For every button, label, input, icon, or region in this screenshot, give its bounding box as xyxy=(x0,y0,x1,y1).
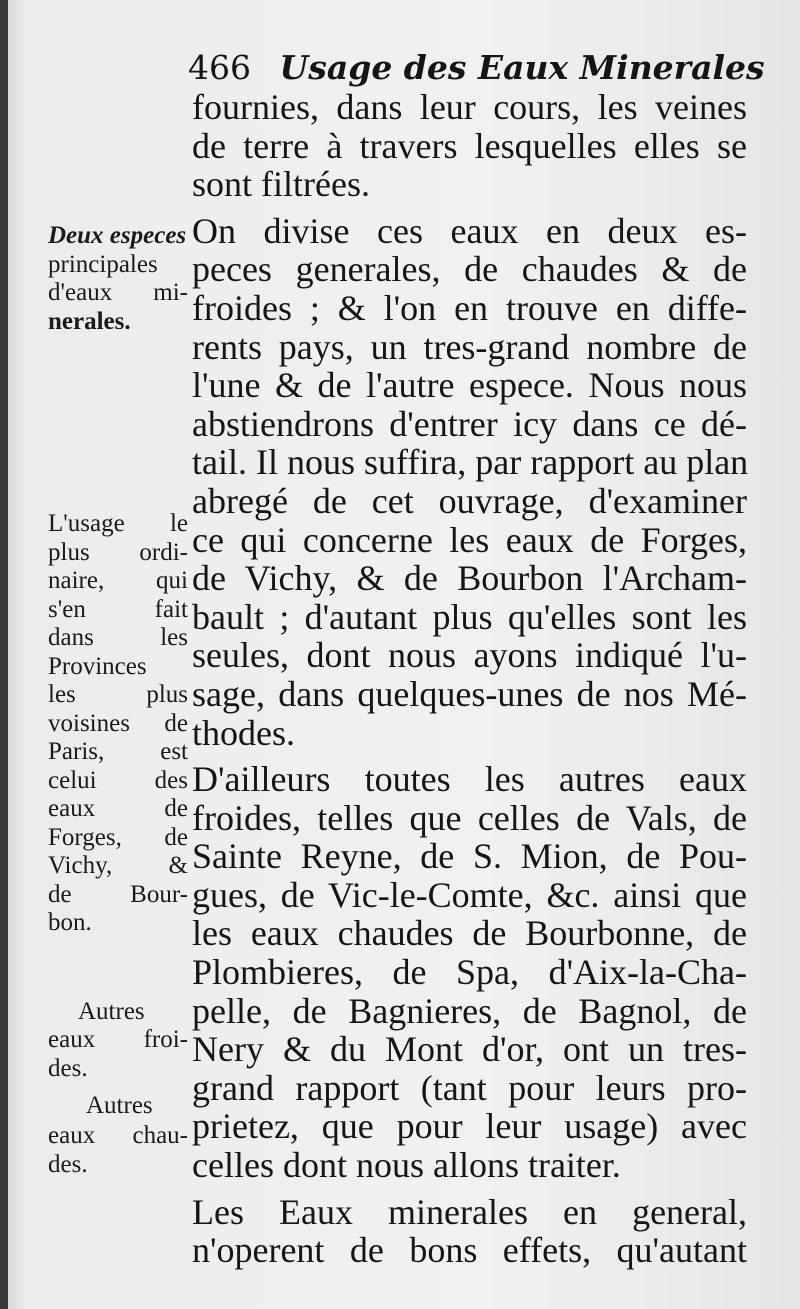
text-line: Les Eaux minerales en general, xyxy=(192,1191,747,1232)
running-title: Usage des Eaux Minerales xyxy=(279,48,765,87)
marginal-note-line: Deux especes xyxy=(48,222,187,249)
text-line: Nery & du Mont d'or, ont un tres- xyxy=(192,1029,747,1070)
marginal-note-line: Vichy, & xyxy=(48,852,188,879)
marginal-note-line: des. xyxy=(48,1150,88,1178)
text-line: celles dont nous allons traiter. xyxy=(192,1145,621,1186)
text-line: seules, dont nous ayons indiqué l'u- xyxy=(192,635,747,676)
marginal-note-line: s'en fait xyxy=(48,595,188,623)
text-line: les eaux chaudes de Bourbonne, de xyxy=(192,913,747,954)
page-number: 466 xyxy=(188,48,251,87)
text-line: On divise ces eaux en deux es- xyxy=(192,210,747,251)
text-line: l'une & de l'autre espece. Nous nous xyxy=(192,365,747,406)
marginal-note xyxy=(48,1092,188,1121)
marginal-note-line: Autres xyxy=(78,998,145,1025)
text-line: froides, telles que celles de Vals, de xyxy=(192,797,747,838)
text-line: Plombieres, de Spa, d'Aix-la-Cha- xyxy=(192,952,747,993)
marginal-note-line: dans les xyxy=(48,624,188,651)
text-line: D'ailleurs toutes les autres eaux xyxy=(192,759,747,800)
marginal-note-line: d'eaux mi- xyxy=(48,279,188,306)
text-line: Sainte Reyne, de S. Mion, de Pou- xyxy=(192,836,747,877)
marginal-note-line: de Bour- xyxy=(48,880,188,908)
text-line: grand rapport (tant pour leurs pro- xyxy=(192,1067,747,1108)
marginal-note-line: les plus xyxy=(48,681,188,708)
page-edge-shadow xyxy=(0,0,8,1309)
marginal-note-line: bon. xyxy=(48,909,92,936)
marginal-note xyxy=(48,510,188,938)
marginal-note-line: voisines de xyxy=(48,709,188,737)
marginal-note-line: Forges, de xyxy=(48,823,188,851)
marginal-note-line: naire, qui xyxy=(48,567,188,594)
text-line: bault ; d'autant plus qu'elles sont les xyxy=(192,596,747,637)
text-line: de terre à travers lesquelles elles se xyxy=(192,125,747,166)
text-line: thodes. xyxy=(192,712,295,753)
text-line: de Vichy, & de Bourbon l'Archam- xyxy=(192,558,747,599)
text-line: prietez, que pour leur usage) avec xyxy=(192,1106,747,1147)
marginal-note-line: des. xyxy=(48,1054,88,1082)
text-line: abstiendrons d'entrer icy dans ce dé- xyxy=(192,403,747,444)
text-line: abregé de cet ouvrage, d'examiner xyxy=(192,480,747,521)
marginal-note-line: eaux de xyxy=(48,795,188,822)
text-line: fournies, dans leur cours, les veines xyxy=(192,87,747,127)
text-line: gues, de Vic-le-Comte, &c. ainsi que xyxy=(192,874,747,915)
marginal-note-line: Paris, est xyxy=(48,738,188,765)
text-line: pelle, de Bagnieres, de Bagnol, de xyxy=(192,990,747,1031)
text-line: n'operent de bons effets, qu'autant xyxy=(192,1230,747,1271)
marginal-note-line: nerales. xyxy=(48,307,131,335)
main-text xyxy=(192,88,747,1270)
marginal-note-line: plus ordi- xyxy=(48,538,188,566)
marginal-note-line: L'usage le xyxy=(48,510,188,537)
marginal-note-line: Autres xyxy=(86,1092,153,1119)
marginal-note xyxy=(48,1026,188,1083)
marginal-note-line: eaux chau- xyxy=(48,1122,188,1149)
marginal-note-line: Provinces xyxy=(48,652,147,680)
text-line: froides ; & l'on en trouve en diffe- xyxy=(192,287,747,328)
text-line: tail. Il nous suffira, par rapport au plan xyxy=(192,442,749,483)
marginal-note xyxy=(48,1122,188,1179)
text-line: ce qui concerne les eaux de Forges, xyxy=(192,519,747,560)
text-line: sage, dans quelques-unes de nos Mé- xyxy=(192,673,747,714)
marginal-note xyxy=(48,998,188,1027)
marginal-note-line: eaux froi- xyxy=(48,1026,188,1053)
marginal-note xyxy=(48,222,188,336)
marginal-note-line: principales xyxy=(48,250,158,278)
text-line: sont filtrées. xyxy=(192,164,370,205)
text-line: peces generales, de chaudes & de xyxy=(192,249,747,290)
page-header xyxy=(188,48,765,88)
text-line: rents pays, un tres-grand nombre de xyxy=(192,326,747,367)
marginal-note-line: celui des xyxy=(48,766,188,794)
